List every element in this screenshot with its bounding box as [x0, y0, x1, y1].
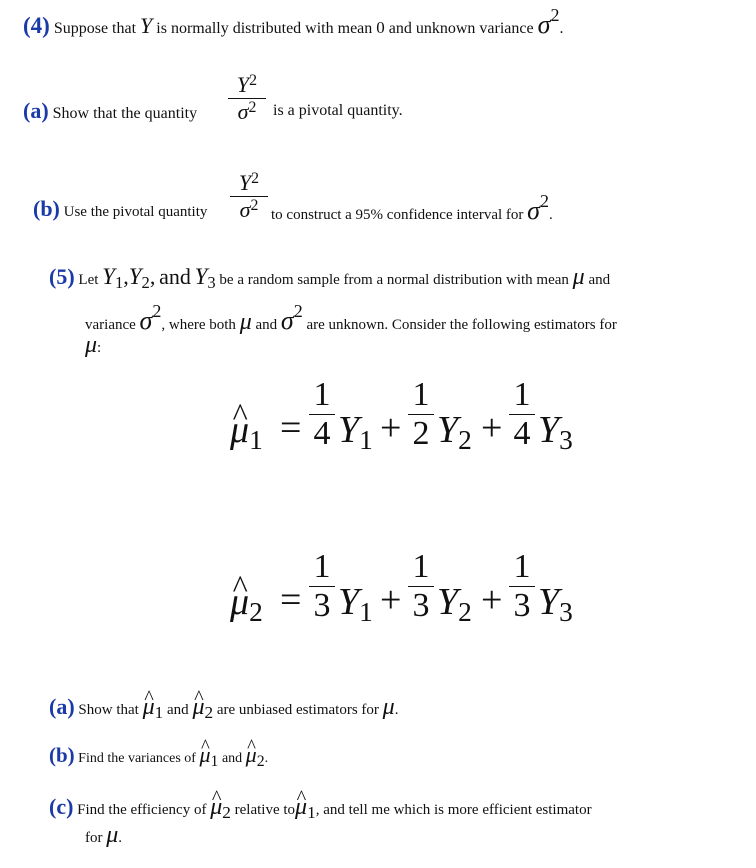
problem-text: is a pivotal quantity.	[273, 102, 403, 119]
punctuation: .	[264, 751, 269, 766]
problem-5	[49, 264, 610, 291]
problem-text: Let	[78, 272, 99, 288]
fraction-denominator: $\sigma^2$	[239, 196, 259, 222]
problem-4a	[23, 98, 197, 124]
problem-text: , where both	[161, 317, 236, 333]
plus-sign: +	[481, 579, 503, 621]
math-y2: Y2	[128, 264, 150, 293]
problem-text: and	[221, 751, 243, 766]
problem-text: variance	[85, 317, 136, 333]
part-label: (a)	[49, 694, 75, 719]
problem-4a-tail	[273, 102, 403, 120]
punctuation: ,	[123, 264, 129, 289]
problem-5-line3	[85, 332, 101, 359]
punctuation: .	[118, 830, 123, 846]
part-label: (a)	[23, 98, 49, 123]
problem-text: Use the pivotal quantity	[63, 204, 208, 220]
math-number: 0	[376, 18, 385, 37]
problem-text: Suppose that	[53, 20, 137, 37]
math-mu-hat-1: ^ μ1	[143, 694, 164, 720]
problem-4b-tail	[271, 191, 553, 226]
problem-text: and	[255, 317, 278, 333]
math-exponent: 2	[152, 301, 162, 321]
fraction-y2-over-sigma2	[228, 72, 266, 125]
math-mu-hat-2: ^ μ2	[246, 742, 265, 767]
math-exponent: 2	[293, 301, 303, 321]
problem-4	[23, 5, 564, 40]
problem-text: and	[588, 272, 611, 288]
problem-4b	[33, 196, 207, 222]
math-sigma: σ	[537, 10, 551, 39]
problem-5b	[49, 742, 268, 768]
fraction-one-quarter: 1 4	[509, 378, 535, 451]
plus-sign: +	[380, 407, 402, 449]
math-mu-hat-2: ^ μ2	[230, 580, 263, 624]
punctuation: ,	[149, 264, 156, 289]
problem-text: Find the efficiency of	[77, 802, 207, 818]
problem-label: (5)	[49, 264, 75, 289]
math-mu: μ	[106, 822, 119, 848]
math-y3: Y3	[194, 264, 216, 293]
fraction-one-quarter: 1 4	[309, 378, 335, 451]
problem-text: Find the variances of	[78, 751, 196, 766]
fraction-one-third: 1 3	[408, 550, 434, 623]
punctuation: .	[394, 702, 399, 718]
math-mu: μ	[572, 264, 585, 290]
problem-text: Show that	[78, 702, 139, 718]
math-y2: Y2	[437, 581, 472, 627]
fraction-one-third: 1 3	[509, 550, 535, 623]
fraction-y2-over-sigma2	[230, 170, 268, 223]
math-sigma: σ	[139, 306, 153, 335]
problem-text: and	[167, 702, 189, 718]
problem-text: be a random sample from a normal distribution with mean	[219, 272, 569, 288]
and-word: and	[159, 264, 191, 289]
math-variable-y: Y	[140, 13, 153, 38]
math-y1: Y1	[338, 581, 373, 627]
equals-sign: =	[280, 407, 302, 449]
plus-sign: +	[481, 407, 503, 449]
problem-text: are unbiased estimators for	[216, 702, 379, 718]
problem-text: is normally distributed with mean	[156, 20, 373, 37]
math-sigma: σ	[527, 196, 540, 225]
problem-5a	[49, 694, 398, 721]
plus-sign: +	[380, 579, 402, 621]
punctuation: .	[548, 207, 553, 223]
math-exponent: 2	[539, 191, 549, 211]
equation-mu1-hat	[230, 378, 610, 478]
problem-label: (4)	[23, 13, 50, 38]
part-label: (b)	[33, 196, 60, 221]
math-sigma: σ	[280, 306, 294, 335]
math-y3: Y3	[538, 581, 573, 627]
problem-5c-line2	[85, 822, 122, 849]
problem-5c	[49, 794, 592, 821]
math-mu: μ	[382, 694, 395, 720]
math-y1: Y1	[102, 264, 124, 293]
math-mu-hat-1: ^ μ1	[230, 408, 263, 452]
problem-text: to construct a 95% confidence interval for	[271, 207, 524, 223]
math-mu-hat-1: ^ μ1	[199, 742, 218, 767]
problem-text: for	[85, 830, 103, 846]
equation-mu2-hat	[230, 550, 610, 650]
fraction-one-third: 1 3	[309, 550, 335, 623]
problem-5-line2	[85, 301, 617, 336]
math-mu: μ	[239, 309, 252, 335]
problem-text: are unknown. Consider the following estimators for	[306, 317, 617, 333]
problem-text: Show that the quantity	[52, 105, 198, 122]
fraction-one-half: 1 2	[408, 378, 434, 451]
equals-sign: =	[280, 579, 302, 621]
fraction-numerator: $Y^2$	[238, 169, 260, 195]
math-y3: Y3	[538, 409, 573, 455]
part-label: (b)	[49, 743, 75, 767]
math-mu-hat-2: ^ μ2	[192, 694, 213, 720]
math-mu-hat-1: ^ μ1	[295, 794, 316, 820]
problem-text: , and tell me which is more efficient estimator	[315, 802, 592, 818]
punctuation: .	[559, 20, 564, 37]
fraction-numerator: $Y^2$	[236, 71, 258, 97]
punctuation: :	[97, 340, 102, 356]
math-y2: Y2	[437, 409, 472, 455]
math-mu-hat-2: ^ μ2	[210, 794, 231, 820]
math-mu: μ	[85, 332, 98, 358]
part-label: (c)	[49, 794, 74, 819]
math-y1: Y1	[338, 409, 373, 455]
problem-text: relative to	[234, 802, 296, 818]
math-exponent: 2	[550, 5, 560, 25]
fraction-denominator: $\sigma^2$	[237, 98, 257, 124]
problem-text: and unknown variance	[388, 20, 534, 37]
